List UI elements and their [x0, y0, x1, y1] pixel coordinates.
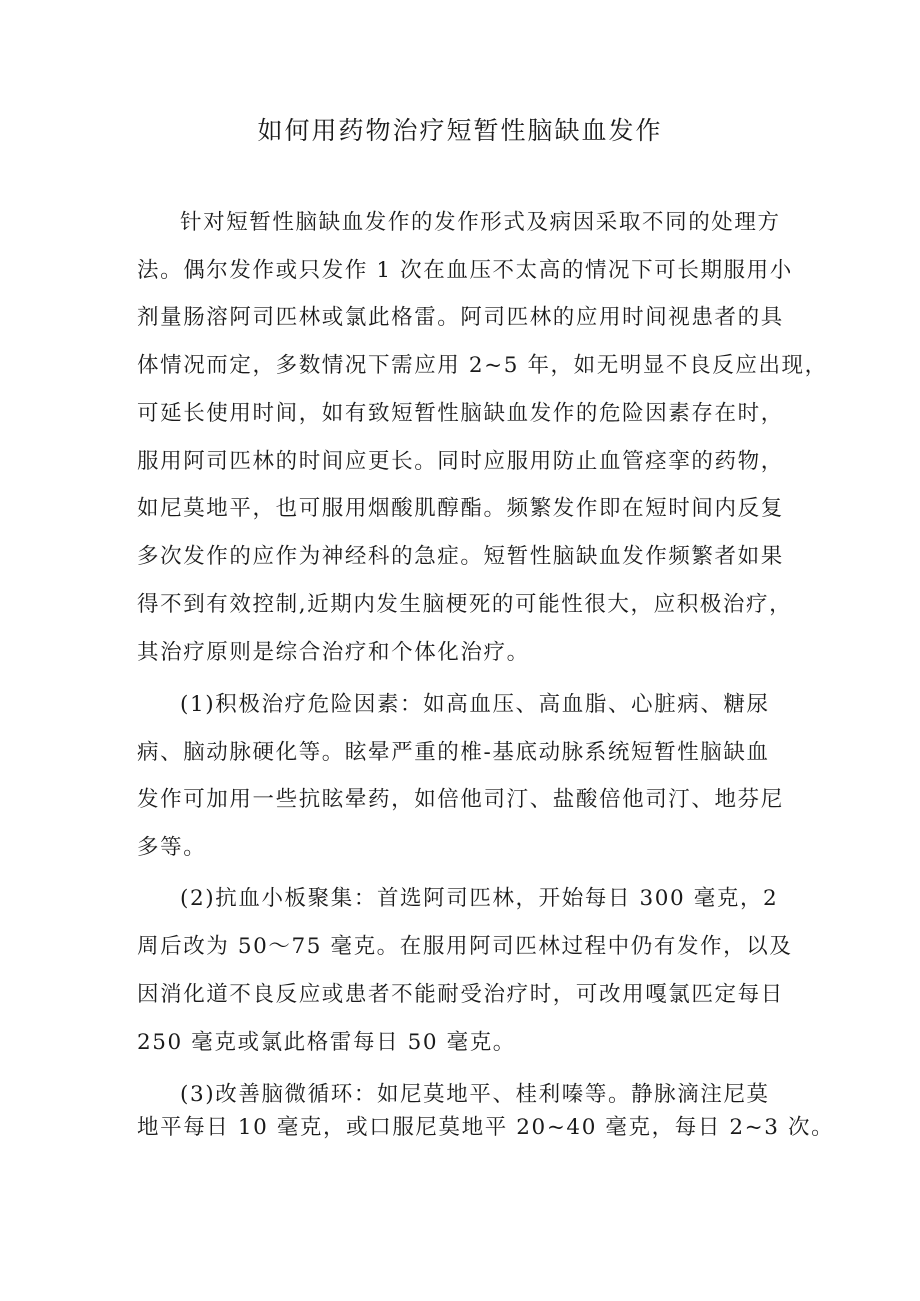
- text-line: 因消化道不良反应或患者不能耐受治疗时，可改用嘎氯匹定每日: [137, 982, 784, 1007]
- text-line: 剂量肠溶阿司匹林或氯此格雷。阿司匹林的应用时间视患者的具: [137, 305, 784, 330]
- text-line: (1)积极治疗危险因素：如高血压、高血脂、心脏病、糖尿: [180, 692, 770, 717]
- text-line: (2)抗血小板聚集：首选阿司匹林，开始每日 300 毫克，2: [180, 886, 779, 911]
- document-title: 如何用药物治疗短暂性脑缺血发作: [257, 116, 663, 145]
- text-line: 得不到有效控制,近期内发生脑梗死的可能性很大，应积极治疗，: [137, 592, 793, 617]
- text-line: 地平每日 10 毫克，或口服尼莫地平 20~40 毫克，每日 2~3 次。: [137, 1115, 835, 1140]
- text-line: 发作可加用一些抗眩晕药，如倍他司汀、盐酸倍他司汀、地芬尼: [137, 787, 784, 812]
- text-line: 体情况而定，多数情况下需应用 2~5 年，如无明显不良反应出现，: [137, 353, 828, 378]
- text-line: 法。偶尔发作或只发作 1 次在血压不太高的情况下可长期服用小: [137, 258, 793, 283]
- text-line: 可延长使用时间，如有致短暂性脑缺血发作的危险因素存在时，: [137, 401, 784, 426]
- text-line: 服用阿司匹林的时间应更长。同时应服用防止血管痉挛的药物，: [137, 449, 784, 474]
- text-line: 针对短暂性脑缺血发作的发作形式及病因采取不同的处理方: [180, 210, 781, 235]
- text-line: 如尼莫地平，也可服用烟酸肌醇酯。频繁发作即在短时间内反复: [137, 496, 784, 521]
- text-line: 周后改为 50～75 毫克。在服用阿司匹林过程中仍有发作，以及: [137, 934, 793, 959]
- text-line: 其治疗原则是综合治疗和个体化治疗。: [137, 640, 530, 665]
- text-line: 250 毫克或氯此格雷每日 50 毫克。: [137, 1030, 516, 1055]
- text-line: 多等。: [137, 835, 207, 860]
- text-line: 病、脑动脉硬化等。眩晕严重的椎-基底动脉系统短暂性脑缺血: [137, 740, 770, 765]
- text-line: (3)改善脑微循环：如尼莫地平、桂利嗪等。静脉滴注尼莫: [180, 1082, 770, 1107]
- text-line: 多次发作的应作为神经科的急症。短暂性脑缺血发作频繁者如果: [137, 544, 784, 569]
